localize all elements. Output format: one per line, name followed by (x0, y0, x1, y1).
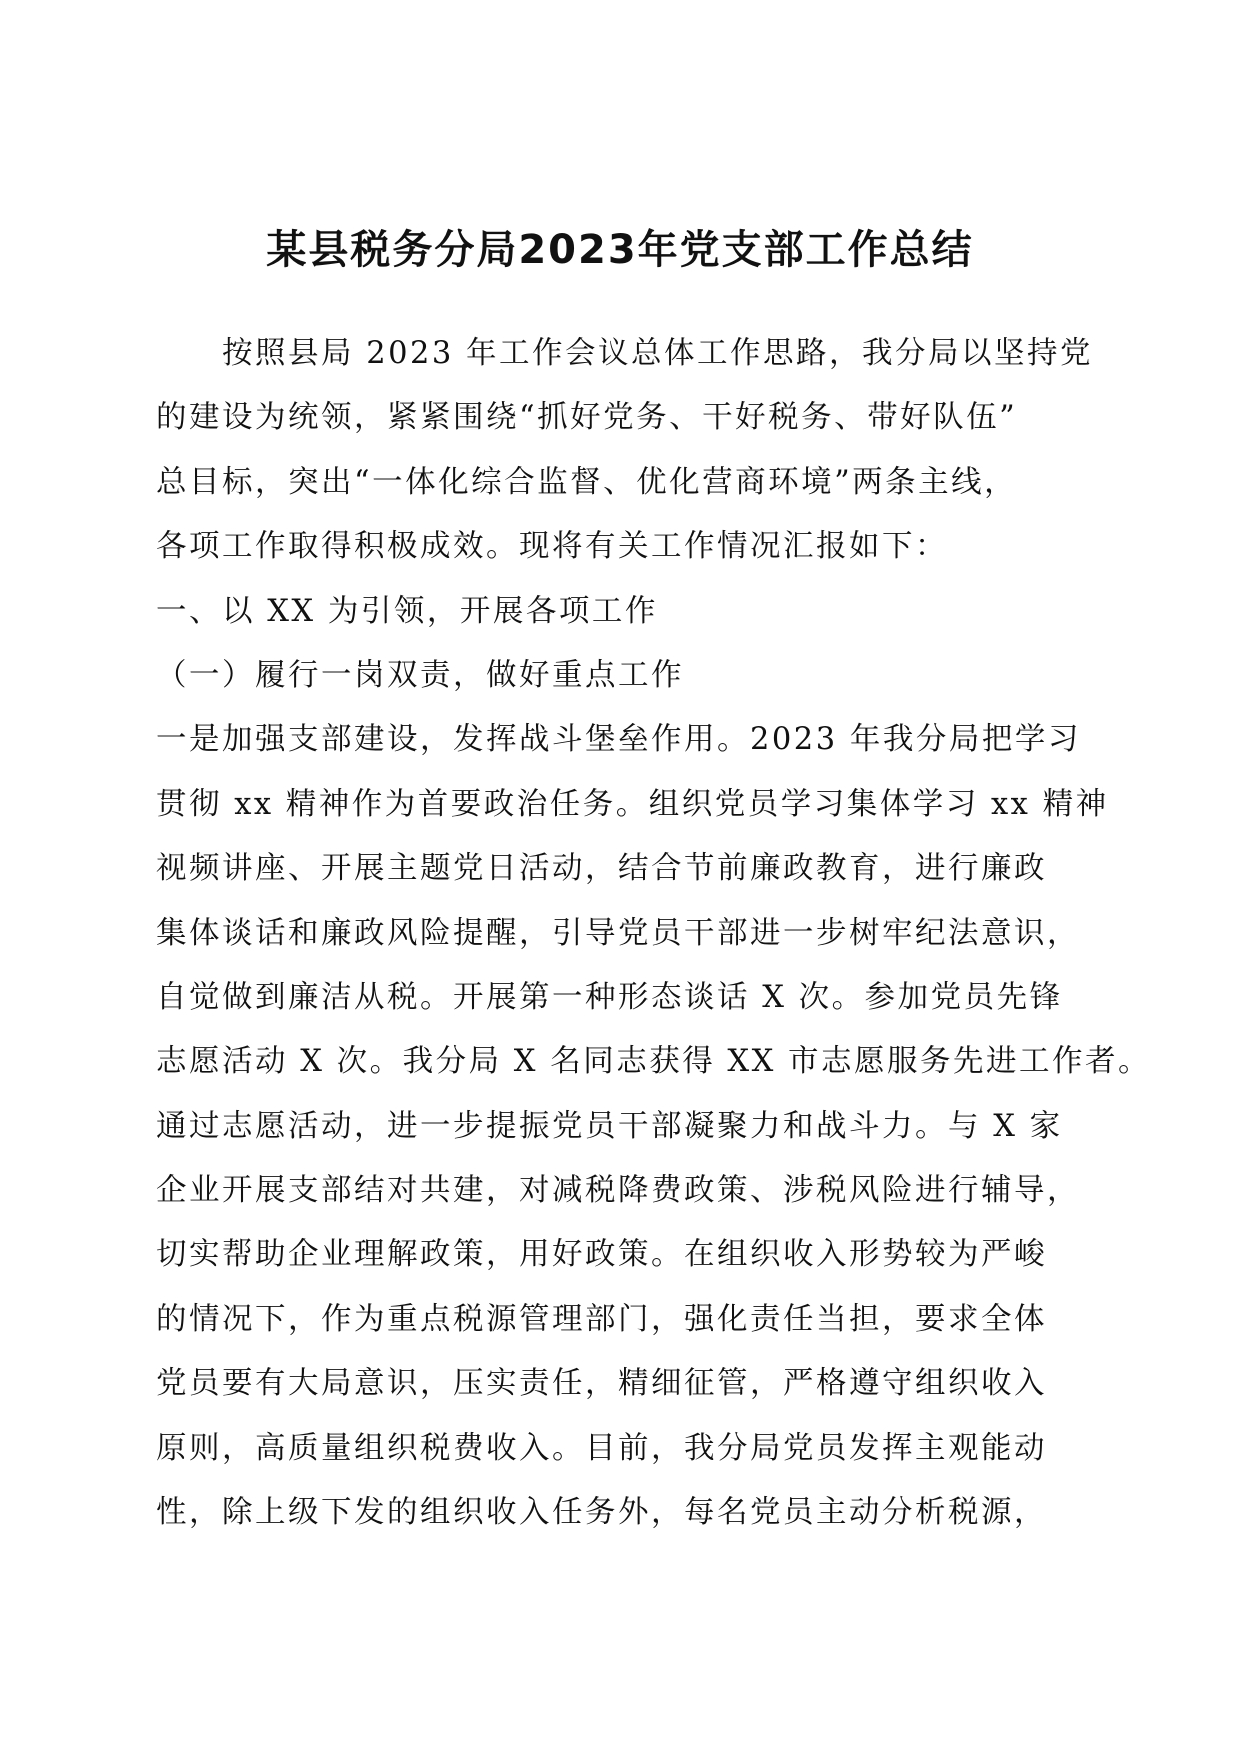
section-heading: 一、以 XX 为引领，开展各项工作 (156, 593, 658, 629)
paragraph-line: 各项工作取得积极成效。现将有关工作情况汇报如下： (156, 529, 948, 565)
paragraph-line: 的情况下，作为重点税源管理部门，强化责任当担，要求全体 (156, 1301, 1047, 1337)
paragraph-line: 按照县局 2023 年工作会议总体工作思路，我分局以坚持党 (222, 336, 1094, 371)
paragraph-line: 企业开展支部结对共建，对减税降费政策、涉税风险进行辅导， (156, 1173, 1080, 1209)
paragraph-line: 切实帮助企业理解政策，用好政策。在组织收入形势较为严峻 (156, 1237, 1047, 1273)
paragraph-line: 总目标，突出“一体化综合监督、优化营商环境”两条主线， (156, 464, 1018, 500)
paragraph-line: 性，除上级下发的组织收入任务外，每名党员主动分析税源， (156, 1495, 1047, 1531)
paragraph-line: 党员要有大局意识，压实责任，精细征管，严格遵守组织收入 (156, 1366, 1047, 1402)
paragraph-line: 原则，高质量组织税费收入。目前，我分局党员发挥主观能动 (156, 1430, 1047, 1466)
document-title: 某县税务分局2023年党支部工作总结 (266, 227, 974, 273)
paragraph-line: 贯彻 xx 精神作为首要政治任务。组织党员学习集体学习 xx 精神 (156, 786, 1109, 822)
paragraph-line: 自觉做到廉洁从税。开展第一种形态谈话 X 次。参加党员先锋 (156, 979, 1063, 1015)
paragraph-line: 通过志愿活动，进一步提振党员干部凝聚力和战斗力。与 X 家 (156, 1108, 1063, 1144)
paragraph-line: 集体谈话和廉政风险提醒，引导党员干部进一步树牢纪法意识， (156, 915, 1080, 951)
paragraph-line: 视频讲座、开展主题党日活动，结合节前廉政教育，进行廉政 (156, 851, 1047, 887)
document-body (156, 322, 1152, 1545)
paragraph-line: 志愿活动 X 次。我分局 X 名同志获得 XX 市志愿服务先进工作者。 (156, 1044, 1152, 1080)
paragraph-line: 的建设为统领，紧紧围绕“抓好党务、干好税务、带好队伍” (156, 400, 1018, 436)
paragraph-line: 一是加强支部建设，发挥战斗堡垒作用。2023 年我分局把学习 (156, 722, 1081, 758)
subsection-heading: （一）履行一岗双责，做好重点工作 (156, 657, 684, 693)
